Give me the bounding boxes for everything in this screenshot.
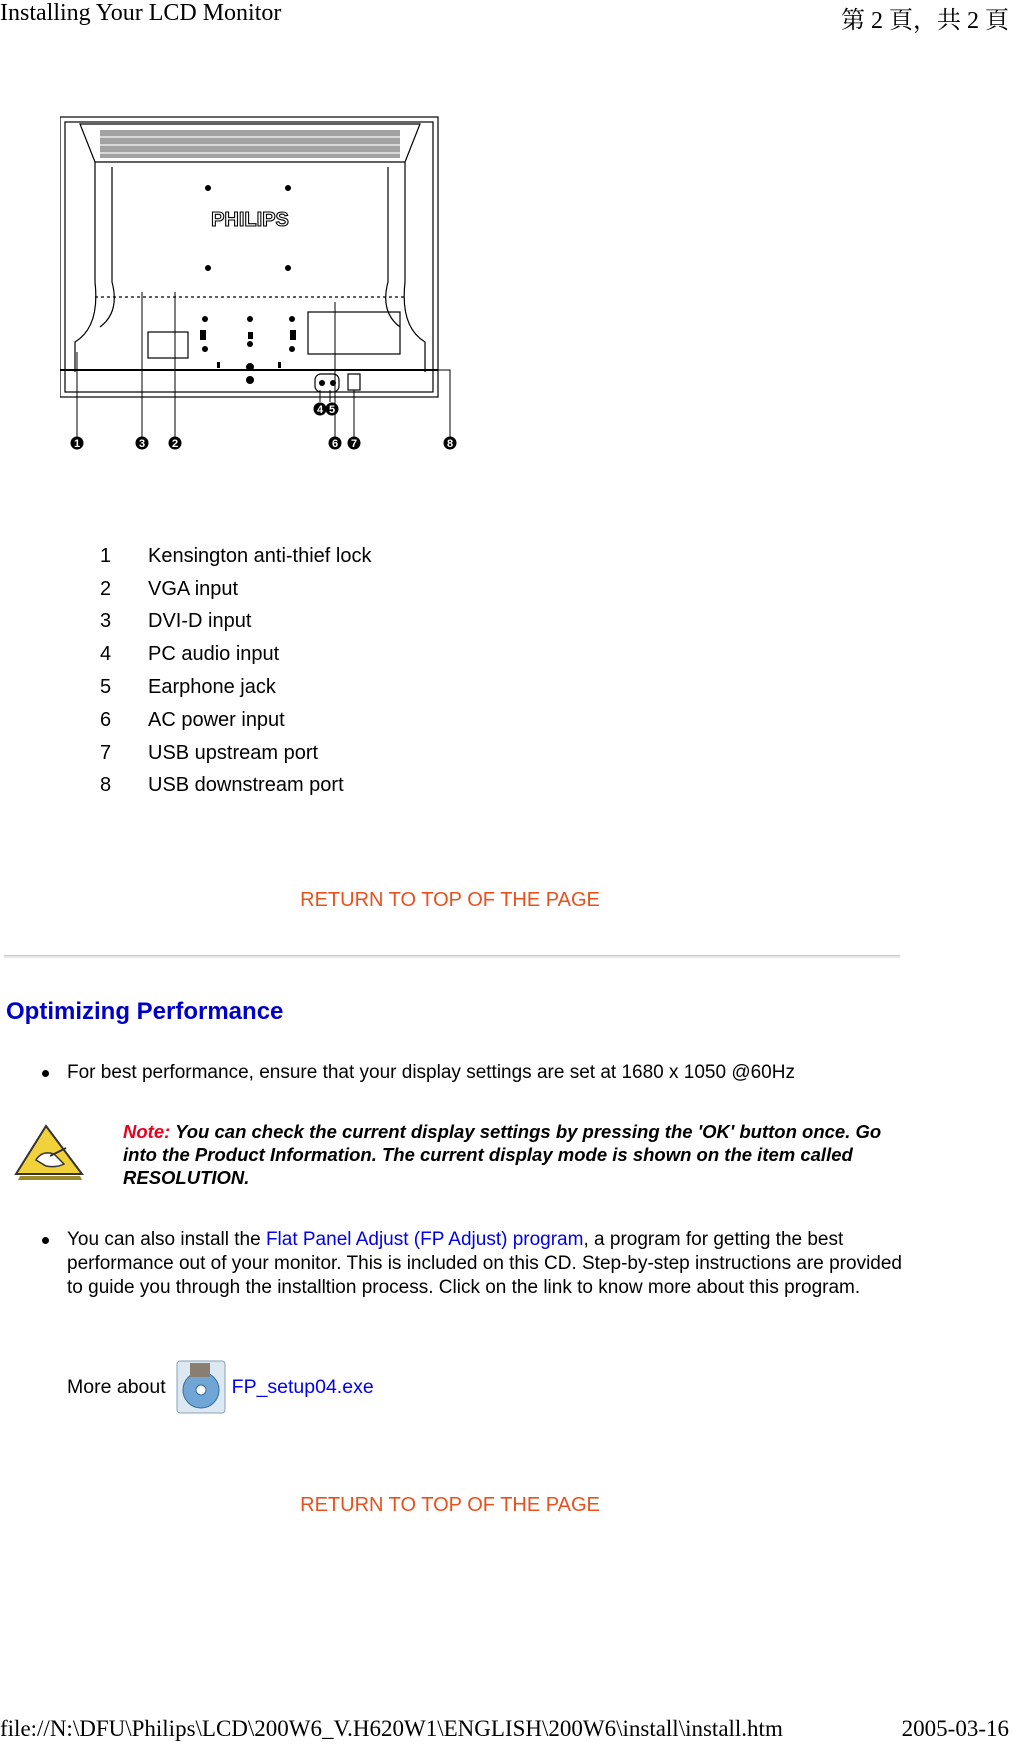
section-title: Optimizing Performance bbox=[6, 998, 284, 1025]
bullet-text bbox=[67, 1228, 922, 1300]
diagram-brand: PHILIPS bbox=[211, 209, 289, 231]
svg-text:4: 4 bbox=[316, 404, 324, 416]
part-number: 4 bbox=[100, 643, 112, 666]
part-row bbox=[100, 770, 371, 803]
part-row bbox=[100, 638, 371, 671]
window-title: Installing Your LCD Monitor bbox=[0, 0, 282, 26]
part-number: 3 bbox=[100, 610, 112, 633]
note-hand-icon bbox=[10, 1120, 88, 1182]
callout-7 bbox=[348, 437, 361, 451]
part-row bbox=[100, 606, 371, 639]
part-number: 8 bbox=[100, 774, 112, 797]
svg-text:8: 8 bbox=[446, 438, 454, 450]
part-number: 7 bbox=[100, 741, 112, 764]
note-label: Note: bbox=[123, 1121, 171, 1142]
part-label: PC audio input bbox=[148, 643, 280, 666]
note-text: You can check the current display settings by pressing the 'OK' button once. Go into the Product Information. The current display mode is shown on the item called RESOLUTION. bbox=[123, 1121, 882, 1188]
return-to-top-link[interactable]: RETURN TO TOP OF THE PAGE bbox=[300, 1494, 600, 1516]
footer-date: 2005-03-16 bbox=[901, 1716, 1009, 1741]
part-label: USB upstream port bbox=[148, 741, 319, 764]
callout-8 bbox=[444, 437, 457, 451]
svg-text:3: 3 bbox=[138, 438, 146, 450]
callout-1 bbox=[71, 437, 84, 451]
part-number: 5 bbox=[100, 676, 112, 699]
callout-6 bbox=[329, 437, 342, 451]
monitor-rear-diagram bbox=[60, 112, 510, 507]
svg-text:6: 6 bbox=[331, 438, 339, 450]
svg-text:5: 5 bbox=[328, 404, 336, 416]
part-number: 1 bbox=[100, 544, 112, 567]
part-label: AC power input bbox=[148, 708, 285, 731]
bullet-text: For best performance, ensure that your display settings are set at 1680 x 1050 @60Hz bbox=[67, 1062, 795, 1083]
page-indicator: 第 2 頁，共 2 頁 bbox=[841, 8, 1009, 34]
callout-4 bbox=[314, 403, 327, 417]
callout-2 bbox=[169, 437, 182, 451]
note-block bbox=[123, 1120, 883, 1189]
svg-text:2: 2 bbox=[171, 438, 179, 450]
part-row bbox=[100, 704, 371, 737]
parts-list bbox=[100, 540, 371, 802]
part-row bbox=[100, 540, 371, 573]
bullet-dot bbox=[42, 1070, 49, 1077]
svg-text:1: 1 bbox=[73, 438, 81, 450]
part-row bbox=[100, 671, 371, 704]
callout-3 bbox=[136, 437, 149, 451]
svg-text:7: 7 bbox=[350, 438, 358, 450]
part-row bbox=[100, 573, 371, 606]
part-label: DVI-D input bbox=[148, 610, 252, 633]
fp-setup-download-link[interactable]: FP_setup04.exe bbox=[231, 1375, 374, 1398]
divider bbox=[4, 955, 900, 958]
part-label: VGA input bbox=[148, 577, 239, 600]
return-to-top-link[interactable]: RETURN TO TOP OF THE PAGE bbox=[300, 889, 600, 911]
callout-5 bbox=[326, 403, 339, 417]
bullet-dot bbox=[42, 1237, 49, 1244]
fp-adjust-link[interactable]: Flat Panel Adjust (FP Adjust) program bbox=[265, 1229, 584, 1250]
part-row bbox=[100, 737, 371, 770]
footer-file-path: file://N:\DFU\Philips\LCD\200W6_V.H620W1\ENGLISH\200W6\install\install.htm bbox=[0, 1716, 783, 1741]
more-about-row bbox=[67, 1360, 374, 1414]
part-label: Kensington anti-thief lock bbox=[148, 544, 372, 567]
part-number: 6 bbox=[100, 708, 112, 731]
part-number: 2 bbox=[100, 577, 112, 600]
disk-icon[interactable] bbox=[176, 1360, 226, 1414]
part-label: Earphone jack bbox=[148, 676, 276, 699]
more-about-label: More about bbox=[67, 1375, 166, 1398]
bullet-text-suffix: , a program for getting the best performance out of your monitor. This is included on this CD. Step-by-step instructions are provided to guide you through the installtion process. Click on the link to know more about this program. bbox=[67, 1229, 902, 1298]
part-label: USB downstream port bbox=[148, 774, 344, 797]
bullet-text-prefix: You can also install the bbox=[67, 1229, 266, 1250]
